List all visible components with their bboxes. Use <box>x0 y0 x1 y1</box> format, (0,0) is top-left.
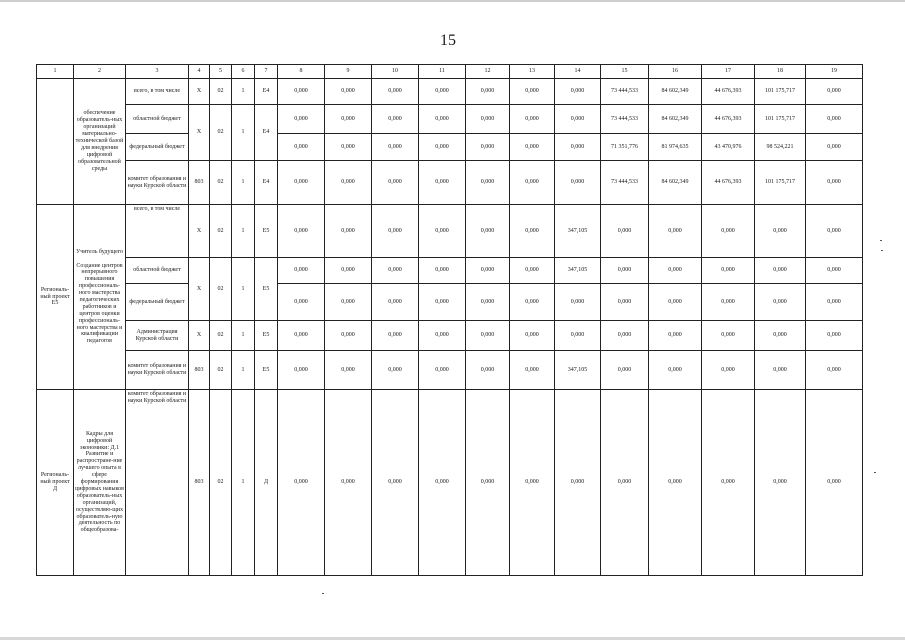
column-header: 6 <box>232 65 255 79</box>
value-cell: 0,000 <box>649 284 702 321</box>
code-cell: Е5 <box>255 205 278 258</box>
value-cell: 0,000 <box>372 161 419 205</box>
value-cell: 0,000 <box>325 205 372 258</box>
column-header: 10 <box>372 65 419 79</box>
code-cell: 02 <box>210 205 232 258</box>
value-cell: 0,000 <box>278 351 325 390</box>
table-row <box>37 390 863 576</box>
value-cell: 0,000 <box>555 79 601 105</box>
value-cell: 44 676,393 <box>702 105 755 134</box>
column-header: 17 <box>702 65 755 79</box>
value-cell: 0,000 <box>555 284 601 321</box>
funding-source-cell: комитет образования и науки Курской области <box>126 161 189 205</box>
value-cell: 0,000 <box>510 351 555 390</box>
page-number: 15 <box>440 32 456 49</box>
table-row <box>37 161 863 205</box>
value-cell: 101 175,717 <box>755 161 806 205</box>
code-cell: Х <box>189 105 210 161</box>
table-row <box>37 134 863 161</box>
value-cell: 0,000 <box>419 390 466 576</box>
value-cell: 0,000 <box>755 321 806 351</box>
value-cell: 0,000 <box>510 284 555 321</box>
code-cell: Д <box>255 390 278 576</box>
budget-table <box>36 64 863 576</box>
value-cell: 0,000 <box>372 258 419 284</box>
value-cell: 0,000 <box>702 205 755 258</box>
value-cell: 0,000 <box>278 105 325 134</box>
value-cell: 0,000 <box>372 321 419 351</box>
column-header: 4 <box>189 65 210 79</box>
value-cell: 101 175,717 <box>755 79 806 105</box>
column-header: 8 <box>278 65 325 79</box>
activity-name-cell: Учитель будущего Создание центров непрерывного повышения профессиональ-ного мастерства педагогических работников и центров оценки профессиональ-ного мастерства и квалификации педагогов <box>74 205 126 390</box>
value-cell: 0,000 <box>278 258 325 284</box>
value-cell: 0,000 <box>466 284 510 321</box>
code-cell: 1 <box>232 321 255 351</box>
value-cell: 84 602,349 <box>649 105 702 134</box>
column-header: 15 <box>601 65 649 79</box>
value-cell: 0,000 <box>806 258 863 284</box>
value-cell: 0,000 <box>466 161 510 205</box>
value-cell: 0,000 <box>510 205 555 258</box>
scan-top-edge <box>0 0 905 2</box>
value-cell: 0,000 <box>419 351 466 390</box>
value-cell: 0,000 <box>555 134 601 161</box>
value-cell: 43 470,976 <box>702 134 755 161</box>
value-cell: 98 524,221 <box>755 134 806 161</box>
value-cell: 0,000 <box>755 390 806 576</box>
code-cell: Е5 <box>255 321 278 351</box>
code-cell: Е4 <box>255 105 278 161</box>
value-cell: 0,000 <box>702 284 755 321</box>
value-cell: 0,000 <box>325 284 372 321</box>
code-cell: Е4 <box>255 161 278 205</box>
value-cell: 0,000 <box>806 79 863 105</box>
value-cell: 0,000 <box>555 321 601 351</box>
code-cell: 02 <box>210 351 232 390</box>
project-name-cell: Региональ-ный проект Д <box>37 390 74 576</box>
value-cell: 0,000 <box>466 351 510 390</box>
value-cell: 0,000 <box>510 258 555 284</box>
value-cell: 84 602,349 <box>649 161 702 205</box>
table-row <box>37 258 863 284</box>
funding-source-cell: Администрация Курской области <box>126 321 189 351</box>
column-header: 18 <box>755 65 806 79</box>
value-cell: 0,000 <box>419 79 466 105</box>
funding-source-cell: всего, в том числе <box>126 205 189 258</box>
value-cell: 0,000 <box>755 205 806 258</box>
value-cell: 0,000 <box>278 205 325 258</box>
value-cell: 0,000 <box>510 321 555 351</box>
value-cell: 0,000 <box>419 258 466 284</box>
column-header: 1 <box>37 65 74 79</box>
value-cell: 0,000 <box>372 284 419 321</box>
value-cell: 0,000 <box>372 105 419 134</box>
value-cell: 0,000 <box>372 134 419 161</box>
value-cell: 0,000 <box>755 351 806 390</box>
code-cell: Х <box>189 258 210 321</box>
value-cell: 0,000 <box>601 258 649 284</box>
value-cell: 0,000 <box>702 390 755 576</box>
code-cell: 02 <box>210 258 232 321</box>
activity-name-cell: обеспечение образователь-ных организаций материально-технической базой для внедрения цифровой образовательной среды <box>74 79 126 205</box>
value-cell: 0,000 <box>278 390 325 576</box>
value-cell: 0,000 <box>601 205 649 258</box>
code-cell: Х <box>189 321 210 351</box>
value-cell: 0,000 <box>702 321 755 351</box>
project-name-cell: Региональ-ный проект Е5 <box>37 205 74 390</box>
value-cell: 0,000 <box>278 79 325 105</box>
value-cell: 81 974,635 <box>649 134 702 161</box>
scan-speck <box>874 472 876 473</box>
code-cell: 1 <box>232 105 255 161</box>
value-cell: 0,000 <box>278 321 325 351</box>
column-header: 12 <box>466 65 510 79</box>
value-cell: 0,000 <box>325 258 372 284</box>
value-cell: 44 676,393 <box>702 79 755 105</box>
value-cell: 0,000 <box>806 351 863 390</box>
value-cell: 0,000 <box>466 205 510 258</box>
code-cell: Е5 <box>255 258 278 321</box>
code-cell: Е4 <box>255 79 278 105</box>
scan-speck <box>880 240 882 241</box>
value-cell: 0,000 <box>419 134 466 161</box>
code-cell: 1 <box>232 351 255 390</box>
code-cell: 1 <box>232 79 255 105</box>
value-cell: 0,000 <box>510 79 555 105</box>
column-header: 19 <box>806 65 863 79</box>
value-cell: 0,000 <box>466 321 510 351</box>
value-cell: 347,105 <box>555 258 601 284</box>
value-cell: 0,000 <box>649 258 702 284</box>
value-cell: 0,000 <box>466 258 510 284</box>
value-cell: 347,105 <box>555 351 601 390</box>
value-cell: 0,000 <box>278 161 325 205</box>
value-cell: 84 602,349 <box>649 79 702 105</box>
value-cell: 0,000 <box>325 390 372 576</box>
code-cell: Х <box>189 79 210 105</box>
table-row <box>37 105 863 134</box>
code-cell: 02 <box>210 79 232 105</box>
value-cell: 0,000 <box>555 161 601 205</box>
value-cell: 0,000 <box>419 284 466 321</box>
table-row <box>37 79 863 105</box>
value-cell: 0,000 <box>601 284 649 321</box>
table-row <box>37 351 863 390</box>
code-cell: 02 <box>210 105 232 161</box>
column-header: 3 <box>126 65 189 79</box>
code-cell: 02 <box>210 161 232 205</box>
table-row <box>37 321 863 351</box>
table-row <box>37 284 863 321</box>
value-cell: 0,000 <box>325 321 372 351</box>
column-header: 5 <box>210 65 232 79</box>
value-cell: 0,000 <box>510 105 555 134</box>
value-cell: 0,000 <box>372 205 419 258</box>
code-cell: 803 <box>189 390 210 576</box>
scan-speck <box>322 593 324 594</box>
value-cell: 0,000 <box>325 79 372 105</box>
value-cell: 0,000 <box>806 284 863 321</box>
value-cell: 0,000 <box>466 105 510 134</box>
value-cell: 347,105 <box>555 205 601 258</box>
code-cell: 1 <box>232 161 255 205</box>
scan-speck <box>881 250 883 251</box>
funding-source-cell: федеральный бюджет <box>126 134 189 161</box>
value-cell: 0,000 <box>806 390 863 576</box>
value-cell: 0,000 <box>702 351 755 390</box>
funding-source-cell: комитет образования и науки Курской области <box>126 351 189 390</box>
value-cell: 73 444,533 <box>601 105 649 134</box>
funding-source-cell: федеральный бюджет <box>126 284 189 321</box>
value-cell: 0,000 <box>649 321 702 351</box>
value-cell: 0,000 <box>806 134 863 161</box>
value-cell: 71 351,776 <box>601 134 649 161</box>
value-cell: 0,000 <box>806 321 863 351</box>
empty-cell <box>37 79 74 205</box>
column-header: 9 <box>325 65 372 79</box>
value-cell: 0,000 <box>325 351 372 390</box>
code-cell: 02 <box>210 321 232 351</box>
value-cell: 0,000 <box>806 105 863 134</box>
funding-source-cell: областной бюджет <box>126 105 189 134</box>
value-cell: 0,000 <box>372 390 419 576</box>
value-cell: 0,000 <box>325 161 372 205</box>
value-cell: 0,000 <box>278 284 325 321</box>
column-header: 11 <box>419 65 466 79</box>
column-header: 14 <box>555 65 601 79</box>
value-cell: 0,000 <box>372 79 419 105</box>
column-header: 16 <box>649 65 702 79</box>
value-cell: 0,000 <box>419 205 466 258</box>
value-cell: 0,000 <box>466 134 510 161</box>
funding-source-cell: комитет образования и науки Курской области <box>126 390 189 576</box>
code-cell: Х <box>189 205 210 258</box>
value-cell: 0,000 <box>325 134 372 161</box>
value-cell: 0,000 <box>755 284 806 321</box>
value-cell: 0,000 <box>649 351 702 390</box>
column-header: 2 <box>74 65 126 79</box>
code-cell: 1 <box>232 390 255 576</box>
value-cell: 0,000 <box>419 321 466 351</box>
value-cell: 0,000 <box>325 105 372 134</box>
code-cell: 803 <box>189 351 210 390</box>
value-cell: 0,000 <box>555 105 601 134</box>
value-cell: 0,000 <box>601 390 649 576</box>
activity-name-cell: Кадры для цифровой экономики: Д.1 Развитие и распростране-ние лучшего опыта в сфере формирования цифровых навыков образователь-ных организаций, осуществляю-щих образователь-ную деятельность по общеобразова- <box>74 390 126 576</box>
code-cell: 803 <box>189 161 210 205</box>
value-cell: 0,000 <box>510 161 555 205</box>
value-cell: 0,000 <box>419 161 466 205</box>
value-cell: 0,000 <box>755 258 806 284</box>
value-cell: 0,000 <box>649 205 702 258</box>
value-cell: 0,000 <box>806 205 863 258</box>
value-cell: 0,000 <box>601 321 649 351</box>
value-cell: 73 444,533 <box>601 79 649 105</box>
header-row <box>37 65 863 79</box>
code-cell: 1 <box>232 205 255 258</box>
value-cell: 73 444,533 <box>601 161 649 205</box>
funding-source-cell: областной бюджет <box>126 258 189 284</box>
value-cell: 0,000 <box>510 390 555 576</box>
table-row <box>37 205 863 258</box>
value-cell: 0,000 <box>806 161 863 205</box>
column-header: 7 <box>255 65 278 79</box>
value-cell: 0,000 <box>278 134 325 161</box>
value-cell: 0,000 <box>372 351 419 390</box>
value-cell: 101 175,717 <box>755 105 806 134</box>
value-cell: 0,000 <box>649 390 702 576</box>
value-cell: 0,000 <box>555 390 601 576</box>
value-cell: 0,000 <box>702 258 755 284</box>
value-cell: 0,000 <box>601 351 649 390</box>
column-header: 13 <box>510 65 555 79</box>
value-cell: 0,000 <box>466 390 510 576</box>
value-cell: 44 676,393 <box>702 161 755 205</box>
code-cell: 1 <box>232 258 255 321</box>
code-cell: Е5 <box>255 351 278 390</box>
value-cell: 0,000 <box>466 79 510 105</box>
value-cell: 0,000 <box>510 134 555 161</box>
funding-source-cell: всего, в том числе <box>126 79 189 105</box>
code-cell: 02 <box>210 390 232 576</box>
value-cell: 0,000 <box>419 105 466 134</box>
